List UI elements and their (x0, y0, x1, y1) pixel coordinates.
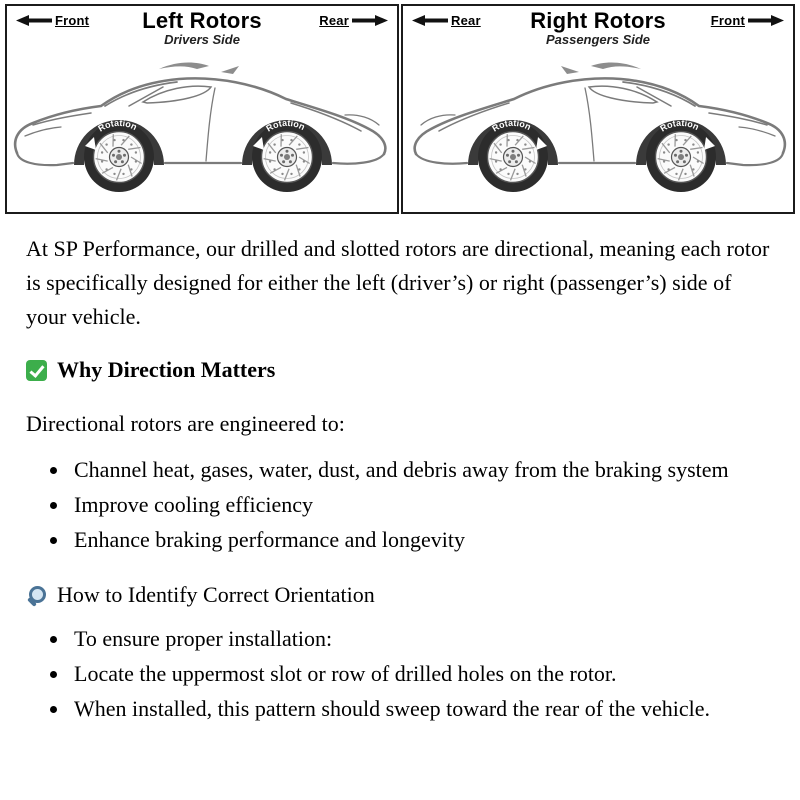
lead-paragraph: Directional rotors are engineered to: (26, 410, 345, 436)
arrow-left-icon (412, 15, 448, 26)
panel-subtitle: Passengers Side (545, 32, 651, 48)
rotor-wheel (468, 118, 558, 192)
driver-side-car-illustration (7, 51, 397, 212)
arrow-right-icon (352, 15, 388, 26)
rotor-wheel (74, 118, 164, 192)
arrow-right-icon (748, 15, 784, 26)
left-rotors-panel (5, 4, 399, 214)
list-item: • When installed, this pattern should sweep toward the rear of the vehicle. (70, 692, 774, 726)
rotation-label: Rotation (490, 117, 533, 134)
passenger-side-car-illustration (403, 51, 793, 212)
check-mark-icon (26, 360, 47, 381)
orientation-list (26, 622, 774, 726)
panel-title-block (142, 9, 262, 47)
direction-text: Front (55, 13, 90, 28)
section-heading-why-direction-matters (26, 356, 774, 385)
panel-title: Left Rotors (142, 8, 262, 33)
section-title-text: Why Direction Matters (57, 357, 276, 383)
list-item: • Locate the uppermost slot or row of drilled holes on the rotor. (70, 657, 774, 691)
panel-title-block (530, 9, 666, 47)
rotor-wheel (242, 118, 332, 192)
list-item: • To ensure proper installation: (70, 622, 774, 656)
car-rotor-illustration (403, 51, 793, 207)
section-title-text: How to Identify Correct Orientation (57, 582, 375, 608)
right-rotors-panel (401, 4, 795, 214)
rotation-label: Rotation (658, 117, 701, 134)
direction-text: Rear (319, 13, 349, 28)
section-heading-identify-orientation (26, 581, 774, 610)
panel-title: Right Rotors (530, 8, 666, 33)
rotor-wheel (636, 118, 726, 192)
article (0, 214, 800, 726)
car-rotor-illustration (7, 51, 397, 207)
rotation-label: Rotation (96, 117, 139, 134)
rotor-direction-diagram (0, 0, 800, 214)
car-outline (415, 63, 785, 166)
magnifying-glass-icon (26, 585, 48, 607)
direction-text: Front (710, 13, 745, 28)
panel-subtitle: Drivers Side (164, 32, 240, 48)
benefits-list (26, 453, 774, 557)
car-outline (15, 63, 385, 166)
rotation-label: Rotation (264, 117, 307, 134)
rear-direction-label (319, 13, 388, 28)
front-direction-label (711, 13, 784, 28)
arrow-left-icon (16, 15, 52, 26)
front-direction-label (16, 13, 89, 28)
list-item: • Enhance braking performance and longevity (70, 523, 774, 557)
direction-text: Rear (451, 13, 481, 28)
rear-direction-label (412, 13, 481, 28)
list-item: • Improve cooling efficiency (70, 488, 774, 522)
intro-paragraph: At SP Performance, our drilled and slotted rotors are directional, meaning each rotor is specifically designed for either the left (driver’s) or right (passenger’s) side of your vehicle. (26, 236, 770, 330)
list-item: • Channel heat, gases, water, dust, and debris away from the braking system (70, 453, 774, 487)
